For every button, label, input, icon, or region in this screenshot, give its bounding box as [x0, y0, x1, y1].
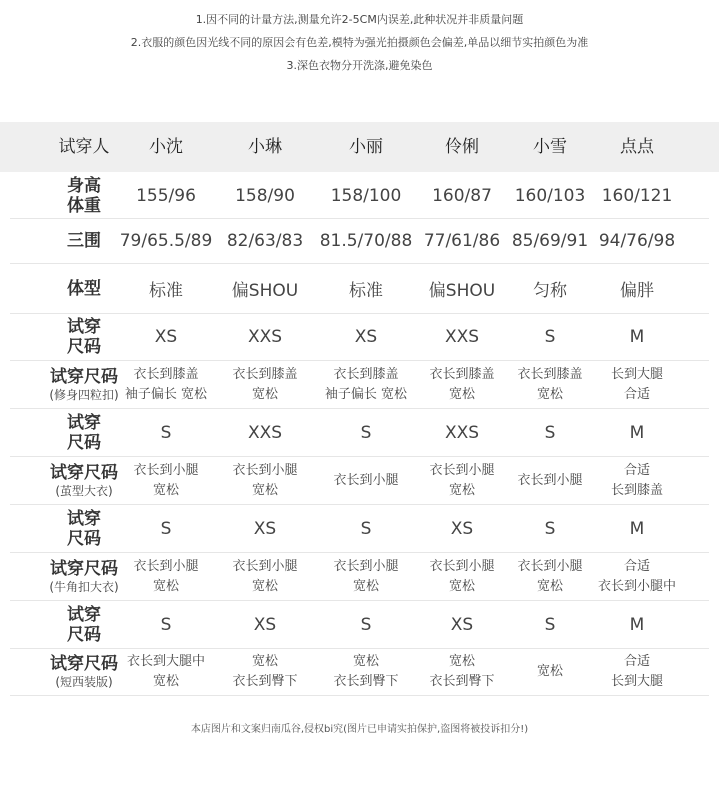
table-cell: 标准	[149, 281, 183, 301]
table-cell: XXS	[444, 327, 480, 347]
table-cell: 衣长到小腿	[333, 472, 399, 488]
table-cell: 衣长到小腿 宽松	[517, 558, 583, 594]
table-cell: S	[160, 614, 172, 635]
table-cell: S	[360, 422, 372, 443]
row-label-main: 试穿 尺码	[67, 508, 101, 549]
header-person: 小丽	[349, 137, 383, 157]
table-cell: 衣长到膝盖 袖子偏长 宽松	[124, 366, 208, 402]
table-cell: 合适 衣长到小腿中	[597, 558, 676, 594]
header-person: 小雪	[533, 137, 567, 157]
table-cell: M	[629, 518, 645, 539]
row-label-main: 体型	[67, 278, 101, 299]
table-row	[10, 219, 709, 264]
table-row	[10, 361, 709, 409]
table-cell: XS	[450, 614, 474, 635]
table-cell: 偏胖	[620, 281, 654, 301]
table-cell: XXS	[247, 327, 283, 347]
table-header	[0, 122, 719, 172]
table-cell: 衣长到膝盖 袖子偏长 宽松	[324, 366, 408, 402]
table-cell: 合适 长到大腿	[610, 654, 663, 689]
row-label-main: 试穿 尺码	[67, 412, 101, 453]
table-cell: 160/121	[601, 186, 673, 206]
note-2: 2.衣服的颜色因光线不同的原因会有色差,模特为强光拍摄颜色会偏差,单品以细节实拍颜色为准	[130, 36, 589, 49]
table-cell: 衣长到小腿 宽松	[133, 558, 199, 594]
row-label-main: 试穿 尺码	[67, 317, 101, 357]
table-cell: 衣长到小腿	[517, 472, 583, 488]
table-cell: 宽松 衣长到臀下	[333, 654, 399, 689]
header-person: 伶俐	[445, 137, 479, 157]
table-cell: 偏SHOU	[428, 281, 496, 301]
table-row	[10, 174, 709, 219]
table-cell: 衣长到小腿 宽松	[333, 558, 399, 594]
note-1: 1.因不同的计量方法,测量允许2-5CM内误差,此种状况并非质量问题	[195, 13, 524, 26]
table-cell: M	[629, 327, 645, 347]
table-cell: XS	[450, 518, 474, 539]
table-cell: 偏SHOU	[231, 281, 299, 301]
note-3: 3.深色衣物分开洗涤,避免染色	[286, 59, 433, 72]
table-cell: 77/61/86	[423, 231, 501, 251]
row-label-main: 三围	[67, 231, 101, 251]
table-cell: 合适 长到膝盖	[610, 462, 663, 498]
table-row	[10, 505, 709, 553]
row-label-main: 试穿尺码	[50, 558, 118, 579]
table-cell: 79/65.5/89	[119, 231, 213, 251]
row-label-main: 身高 体重	[67, 176, 101, 216]
row-label-main: 试穿尺码	[50, 366, 118, 387]
table-cell: 94/76/98	[598, 231, 676, 251]
row-label-sub: (短西装版)	[55, 675, 113, 689]
table-cell: 标准	[349, 281, 383, 301]
notes-block	[0, 8, 719, 77]
table-cell: 81.5/70/88	[319, 231, 413, 251]
table-cell: 衣长到小腿 宽松	[232, 462, 298, 498]
row-label-main: 试穿尺码	[50, 654, 118, 674]
table-cell: 衣长到小腿 宽松	[429, 558, 495, 594]
table-cell: S	[544, 614, 556, 635]
header-person: 小沈	[149, 137, 183, 157]
table-cell: 82/63/83	[226, 231, 304, 251]
table-cell: 衣长到大腿中 宽松	[126, 654, 205, 689]
row-label-sub: (牛角扣大衣)	[49, 579, 119, 594]
table-cell: S	[160, 422, 172, 443]
table-cell: 160/103	[514, 186, 586, 206]
row-label-main: 试穿 尺码	[67, 604, 101, 645]
table-cell: S	[360, 614, 372, 635]
table-cell: 衣长到膝盖 宽松	[429, 366, 495, 402]
table-cell: 宽松	[536, 664, 563, 679]
table-cell: 衣长到小腿 宽松	[429, 462, 495, 498]
table-cell: S	[544, 518, 556, 539]
table-cell: 长到大腿 合适	[610, 366, 663, 402]
table-cell: 85/69/91	[511, 231, 589, 251]
table-row	[10, 457, 709, 505]
table-cell: 158/90	[235, 186, 295, 206]
header-person: 点点	[620, 137, 654, 157]
table-row	[10, 553, 709, 601]
copyright-footer: 本店图片和文案归南瓜谷,侵权bi究(图片已申请实拍保护,盗图将被投诉扣分!)	[190, 724, 529, 735]
table-cell: M	[629, 614, 645, 635]
table-row	[10, 264, 709, 314]
table-cell: S	[544, 327, 556, 347]
table-row	[10, 649, 709, 696]
table-cell: S	[160, 518, 172, 539]
table-row	[10, 314, 709, 361]
table-row	[10, 409, 709, 457]
table-cell: XS	[253, 518, 277, 539]
header-label: 试穿人	[58, 137, 110, 157]
row-label-main: 试穿尺码	[50, 462, 118, 483]
table-row	[10, 601, 709, 649]
table-cell: XXS	[444, 422, 480, 443]
table-cell: 宽松 衣长到臀下	[429, 654, 495, 689]
header-person: 小琳	[248, 137, 282, 157]
table-cell: 衣长到膝盖 宽松	[232, 366, 298, 402]
table-cell: XS	[253, 614, 277, 635]
table-cell: 宽松 衣长到臀下	[232, 654, 298, 689]
table-cell: 160/87	[432, 186, 492, 206]
table-cell: S	[544, 422, 556, 443]
table-cell: S	[360, 518, 372, 539]
table-cell: XS	[354, 327, 378, 347]
table-cell: 衣长到小腿 宽松	[232, 558, 298, 594]
table-cell: 衣长到膝盖 宽松	[517, 366, 583, 402]
table-cell: XXS	[247, 422, 283, 443]
table-cell: 155/96	[136, 186, 196, 206]
table-cell: M	[629, 422, 645, 443]
row-label-sub: (茧型大衣)	[55, 483, 113, 498]
row-label-sub: (修身四粒扣)	[49, 387, 119, 402]
table-cell: 衣长到小腿 宽松	[133, 462, 199, 498]
table-cell: XS	[154, 327, 178, 347]
table-cell: 158/100	[330, 186, 402, 206]
table-cell: 匀称	[533, 281, 567, 301]
